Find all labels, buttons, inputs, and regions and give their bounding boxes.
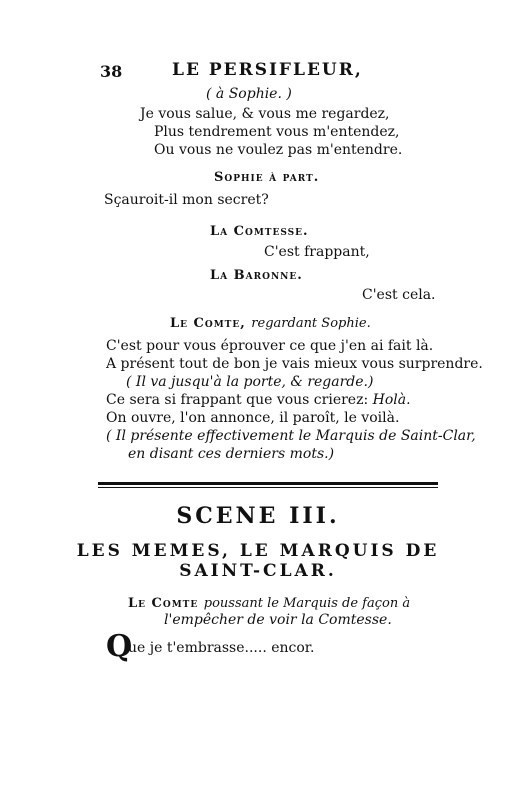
stage-direction: ( Il présente effectivement le Marquis de Saint-Clar, xyxy=(106,428,476,444)
speaker-label: La Baronne. xyxy=(210,268,303,283)
speaker-direction: l'empêcher de voir la Comtesse. xyxy=(164,612,392,628)
scene-cast: SAINT-CLAR. xyxy=(179,561,337,581)
verse-line: ue je t'embrasse..... encor. xyxy=(128,640,315,656)
running-title: LE PERSIFLEUR, xyxy=(172,60,363,80)
verse-line: On ouvre, l'on annonce, il paroît, le voilà. xyxy=(106,410,400,426)
drop-cap: Q xyxy=(106,629,133,664)
verse-line: C'est frappant, xyxy=(264,244,370,260)
stage-direction: ( Il va jusqu'à la porte, & regarde.) xyxy=(126,374,374,390)
verse-line: C'est cela. xyxy=(362,287,436,303)
speaker-label: La Comtesse. xyxy=(210,224,309,239)
section-rule xyxy=(98,482,438,485)
verse-line: Je vous salue, & vous me regardez, xyxy=(140,106,390,122)
verse-line: A présent tout de bon je vais mieux vous surprendre. xyxy=(106,356,483,372)
speaker-direction: poussant le Marquis de façon à xyxy=(203,596,411,611)
speaker-name: Le Comte, xyxy=(170,316,246,331)
section-rule xyxy=(98,487,438,488)
speaker-name: Le Comte xyxy=(128,596,199,611)
stage-direction: en disant ces derniers mots.) xyxy=(128,446,335,462)
verse-line: Ou vous ne voulez pas m'entendre. xyxy=(154,142,403,158)
verse-line xyxy=(106,392,411,408)
speaker-label: Sophie à part. xyxy=(214,170,320,185)
stage-direction: ( à Sophie. ) xyxy=(206,86,292,102)
scene-title: SCENE III. xyxy=(176,503,340,529)
verse-line: Sçauroit-il mon secret? xyxy=(104,192,269,208)
verse-line: Plus tendrement vous m'entendez, xyxy=(154,124,400,140)
speaker-direction: regardant Sophie. xyxy=(251,316,371,331)
scene-cast: LES MEMES, LE MARQUIS DE xyxy=(76,541,440,561)
verse-emphasis: Holà. xyxy=(372,392,411,408)
speaker-label xyxy=(128,596,410,612)
speaker-label xyxy=(170,316,371,332)
page-number: 38 xyxy=(100,62,123,81)
verse-text: Ce sera si frappant que vous crierez: xyxy=(106,392,373,408)
verse-line: C'est pour vous éprouver ce que j'en ai fait là. xyxy=(106,338,434,354)
